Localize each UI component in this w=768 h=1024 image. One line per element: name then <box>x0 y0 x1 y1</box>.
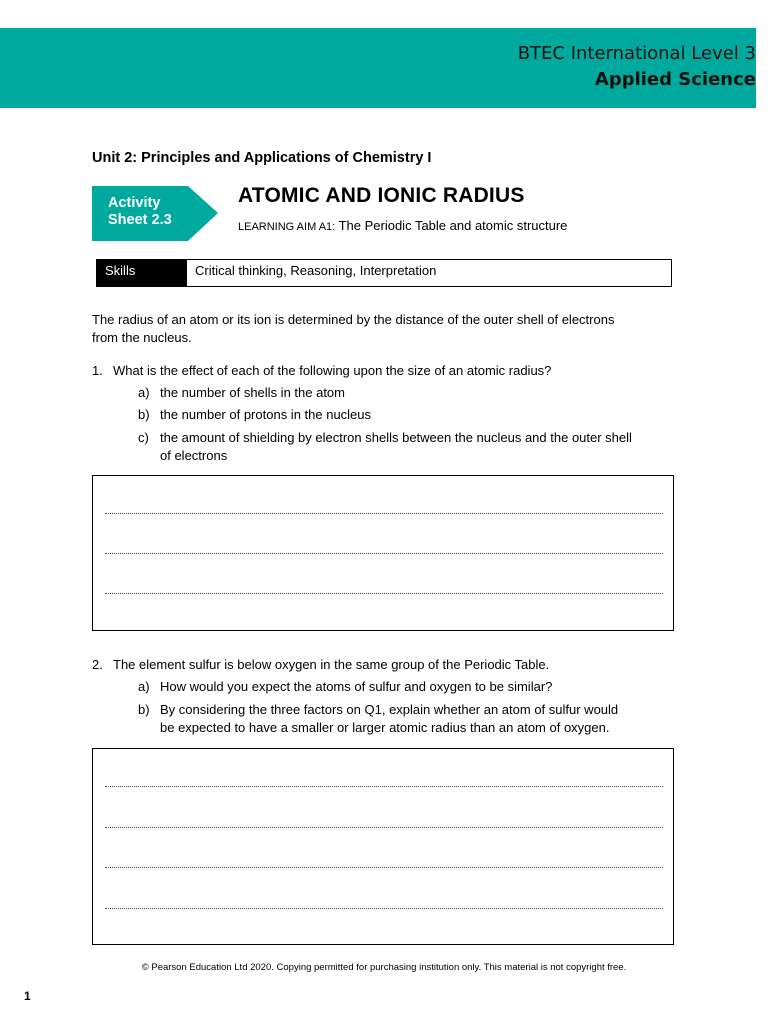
answer-line[interactable] <box>105 553 663 554</box>
subject-title: Applied Science <box>594 69 756 90</box>
question-2b-text-line2: be expected to have a smaller or larger atomic radius than an atom of oxygen. <box>160 720 610 735</box>
learning-aim <box>238 218 567 233</box>
learning-aim-text: The Periodic Table and atomic structure <box>338 218 568 233</box>
intro-line-2: from the nucleus. <box>92 330 192 345</box>
answer-line[interactable] <box>105 786 663 787</box>
header-band <box>0 28 756 108</box>
question-2a-text: How would you expect the atoms of sulfur and oxygen to be similar? <box>160 679 553 694</box>
question-1a-text: the number of shells in the atom <box>160 385 345 400</box>
question-1 <box>92 362 551 380</box>
activity-title: ATOMIC AND IONIC RADIUS <box>238 184 525 207</box>
question-1c-text-line1: the amount of shielding by electron shells between the nucleus and the outer shell <box>160 430 632 445</box>
question-1b-letter: b) <box>138 407 150 422</box>
question-1c-letter: c) <box>138 430 149 445</box>
answer-line[interactable] <box>105 827 663 828</box>
answer-line[interactable] <box>105 513 663 514</box>
activity-badge-line2: Sheet 2.3 <box>108 212 172 228</box>
skills-label: Skills <box>97 260 187 286</box>
answer-line[interactable] <box>105 593 663 594</box>
question-2b-text-line1: By considering the three factors on Q1, explain whether an atom of sulfur would <box>160 702 619 717</box>
unit-title: Unit 2: Principles and Applications of Chemistry I <box>92 150 432 166</box>
question-2-number: 2. <box>92 657 103 672</box>
qualification-title: BTEC International Level 3 <box>517 43 756 64</box>
question-2a-letter: a) <box>138 679 150 694</box>
question-2b-letter: b) <box>138 702 150 717</box>
intro-line-1: The radius of an atom or its ion is determined by the distance of the outer shell of electrons <box>92 312 615 327</box>
question-1a <box>138 384 683 402</box>
question-1-number: 1. <box>92 363 103 378</box>
question-1c-text-line2: of electrons <box>160 448 228 463</box>
copyright-footer: © Pearson Education Ltd 2020. Copying permitted for purchasing institution only. This material is not copyright free. <box>141 962 627 973</box>
learning-aim-prefix: LEARNING AIM A1: <box>238 221 336 233</box>
question-2b <box>138 701 683 737</box>
activity-badge-label <box>108 195 198 229</box>
activity-badge-line1: Activity <box>108 195 161 211</box>
question-2-text: The element sulfur is below oxygen in the same group of the Periodic Table. <box>113 657 550 672</box>
answer-line[interactable] <box>105 908 663 909</box>
answer-box-1[interactable] <box>92 475 674 631</box>
question-2a <box>138 678 683 696</box>
activity-badge <box>92 186 220 241</box>
question-1c <box>138 429 683 465</box>
answer-box-2[interactable] <box>92 748 674 945</box>
answer-line[interactable] <box>105 867 663 868</box>
skills-value: Critical thinking, Reasoning, Interpretation <box>195 263 437 278</box>
question-1a-letter: a) <box>138 385 150 400</box>
page-number: 1 <box>24 989 31 1003</box>
question-1-text: What is the effect of each of the following upon the size of an atomic radius? <box>113 363 552 378</box>
skills-box <box>96 259 672 287</box>
question-2 <box>92 656 549 674</box>
question-1b <box>138 406 683 424</box>
question-1b-text: the number of protons in the nucleus <box>160 407 372 422</box>
intro-paragraph <box>92 311 682 347</box>
